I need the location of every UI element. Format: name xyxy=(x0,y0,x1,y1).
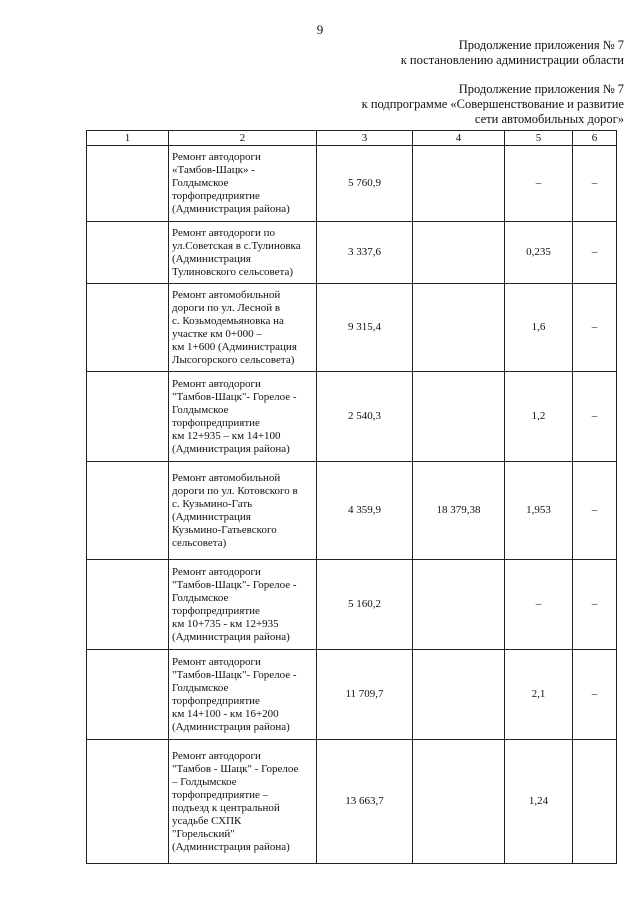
header-appendix-to-subprogram xyxy=(362,82,624,127)
header-line: к постановлению администрации области xyxy=(400,53,624,67)
table-cell: 3 337,6 xyxy=(317,222,413,284)
table-cell xyxy=(413,372,505,462)
table-cell: – xyxy=(573,560,617,650)
table-cell xyxy=(413,560,505,650)
table-cell: – xyxy=(505,560,573,650)
table-cell: – xyxy=(505,146,573,222)
table-cell-name: Ремонт автодороги "Тамбов-Шацк"- Горелое - Голдымское торфопредприятие км 10+735 - км 12+935 (Администрация района) xyxy=(169,560,317,650)
table-cell xyxy=(413,740,505,864)
table-cell: – xyxy=(573,222,617,284)
header-line: Продолжение приложения № 7 xyxy=(458,38,624,52)
table-cell: 1,2 xyxy=(505,372,573,462)
table-cell: – xyxy=(573,650,617,740)
table-header-row xyxy=(87,131,617,146)
table-cell: 5 160,2 xyxy=(317,560,413,650)
table-cell: 18 379,38 xyxy=(413,462,505,560)
header-appendix-to-resolution xyxy=(401,38,624,68)
table-cell-name: Ремонт автодороги "Тамбов-Шацк"- Горелое - Голдымское торфопредприятие км 14+100 - км 16+200 (Администрация района) xyxy=(169,650,317,740)
table-row xyxy=(87,284,617,372)
header-line: к подпрограмме «Совершенствование и развитие xyxy=(361,97,624,111)
table-cell-name: Ремонт автодороги по ул.Советская в с.Тулиновка (Администрация Тулиновского сельсовета) xyxy=(169,222,317,284)
table-row xyxy=(87,462,617,560)
table-cell xyxy=(413,146,505,222)
table-cell-name: Ремонт автодороги «Тамбов-Шацк» - Голдымское торфопредприятие (Администрация района) xyxy=(169,146,317,222)
table-cell xyxy=(573,740,617,864)
column-header: 5 xyxy=(505,131,573,146)
table-cell xyxy=(87,284,169,372)
table-cell xyxy=(87,740,169,864)
header-line: сети автомобильных дорог» xyxy=(474,112,624,126)
table-cell xyxy=(413,650,505,740)
table-cell xyxy=(87,560,169,650)
table-cell xyxy=(87,462,169,560)
column-header: 6 xyxy=(573,131,617,146)
column-header: 4 xyxy=(413,131,505,146)
table-cell: 11 709,7 xyxy=(317,650,413,740)
table-row xyxy=(87,372,617,462)
page-number: 9 xyxy=(316,22,324,37)
table-cell: 5 760,9 xyxy=(317,146,413,222)
table-cell: – xyxy=(573,372,617,462)
table-cell: 2,1 xyxy=(505,650,573,740)
header-line: Продолжение приложения № 7 xyxy=(458,82,624,96)
table-cell xyxy=(87,650,169,740)
table-cell: 1,953 xyxy=(505,462,573,560)
table-cell: 1,24 xyxy=(505,740,573,864)
table-cell: 0,235 xyxy=(505,222,573,284)
table-cell xyxy=(87,222,169,284)
table-cell: 13 663,7 xyxy=(317,740,413,864)
table-cell-name: Ремонт автодороги "Тамбов - Шацк" - Горелое – Голдымское торфопредприятие – подъезд к центральной усадьбе СХПК "Горельский" (Администрация района) xyxy=(169,740,317,864)
table-cell: 1,6 xyxy=(505,284,573,372)
column-header: 1 xyxy=(87,131,169,146)
table-cell: 2 540,3 xyxy=(317,372,413,462)
table-cell: – xyxy=(573,462,617,560)
table-cell-name: Ремонт автомобильной дороги по ул. Котовского в с. Кузьмино-Гать (Администрация Кузьмино-Гатьевского сельсовета) xyxy=(169,462,317,560)
table-cell-name: Ремонт автодороги "Тамбов-Шацк"- Горелое - Голдымское торфопредприятие км 12+935 – км 14+100 (Администрация района) xyxy=(169,372,317,462)
table-row xyxy=(87,560,617,650)
table-cell xyxy=(87,146,169,222)
table-cell: 9 315,4 xyxy=(317,284,413,372)
table-row xyxy=(87,740,617,864)
column-header: 2 xyxy=(169,131,317,146)
table-row xyxy=(87,222,617,284)
table-cell-name: Ремонт автомобильной дороги по ул. Лесной в с. Козьмодемьяновка на участке км 0+000 – км 1+600 (Администрация Лысогорского сельсовета) xyxy=(169,284,317,372)
table-cell xyxy=(413,222,505,284)
table-cell xyxy=(413,284,505,372)
table-cell: – xyxy=(573,284,617,372)
table-row xyxy=(87,146,617,222)
road-repair-table xyxy=(86,130,617,864)
table-cell: – xyxy=(573,146,617,222)
table-cell: 4 359,9 xyxy=(317,462,413,560)
table-row xyxy=(87,650,617,740)
column-header: 3 xyxy=(317,131,413,146)
table-cell xyxy=(87,372,169,462)
